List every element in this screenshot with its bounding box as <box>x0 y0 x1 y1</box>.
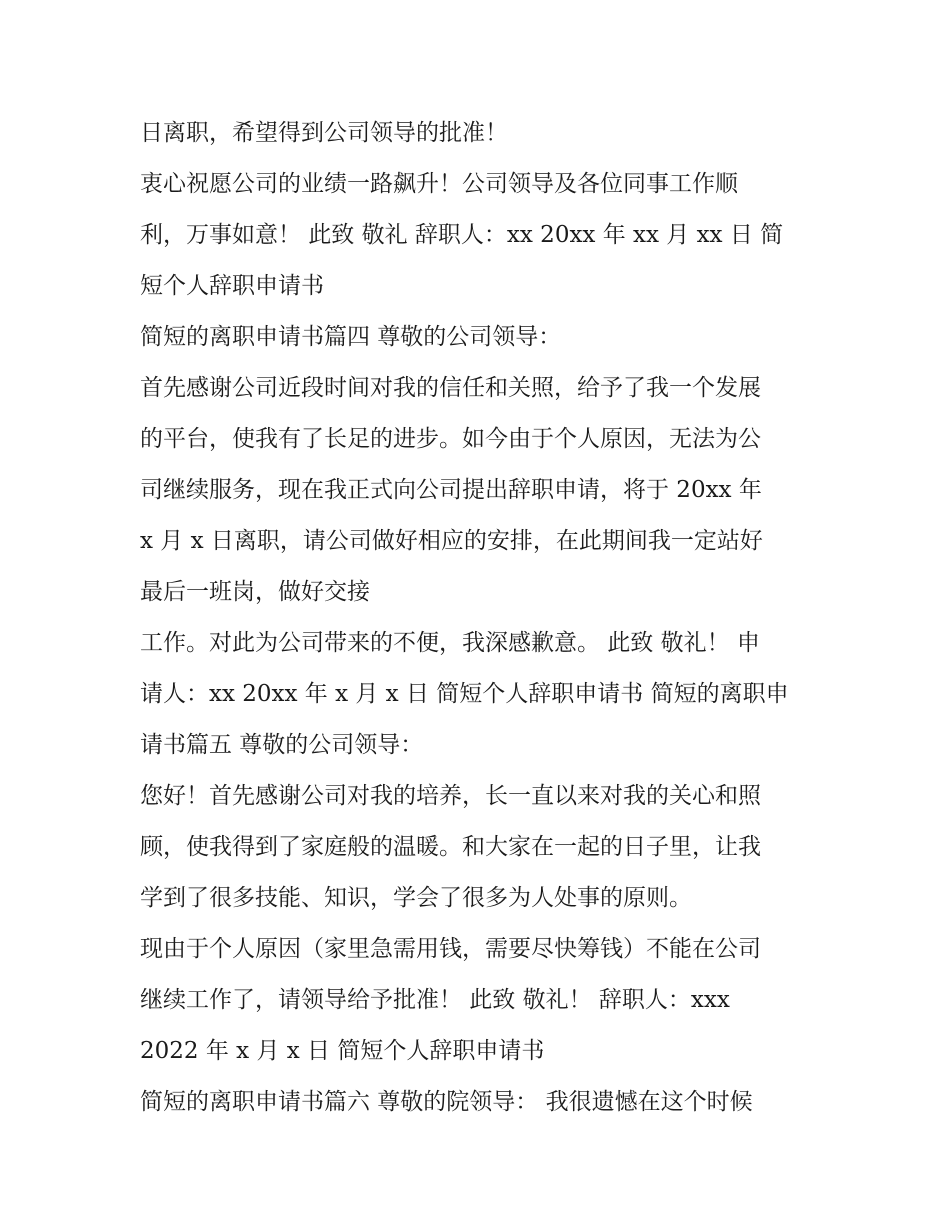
text-line: 现由于个人原因（家里急需用钱，需要尽快筹钱）不能在公司 <box>140 936 761 962</box>
text-line: 请人：xx 20xx 年 x 月 x 日 简短个人辞职申请书 简短的离职申 <box>140 681 789 707</box>
text-line: 最后一班岗，做好交接 <box>140 579 370 605</box>
text-line: 首先感谢公司近段时间对我的信任和关照，给予了我一个发展 <box>140 375 761 401</box>
document-body <box>140 108 820 1128</box>
text-line: 请书篇五 尊敬的公司领导： <box>140 732 424 758</box>
text-line: 短个人辞职申请书 <box>140 273 324 299</box>
text-line: 日离职，希望得到公司领导的批准！ <box>140 120 508 146</box>
text-line: 学到了很多技能、知识，学会了很多为人处事的原则。 <box>140 885 692 911</box>
section-heading-line: 简短的离职申请书篇四 尊敬的公司领导： <box>140 324 562 350</box>
text-line: 顾，使我得到了家庭般的温暖。和大家在一起的日子里，让我 <box>140 834 761 860</box>
section-heading-line: 简短的离职申请书篇六 尊敬的院领导： 我很遗憾在这个时候 <box>140 1089 753 1115</box>
text-line: 司继续服务，现在我正式向公司提出辞职申请，将于 20xx 年 <box>140 477 762 503</box>
text-line: 工作。对此为公司带来的不便，我深感歉意。 此致 敬礼！ 申 <box>140 630 760 656</box>
text-line: 2022 年 x 月 x 日 简短个人辞职申请书 <box>140 1038 545 1064</box>
text-line: 的平台，使我有了长足的进步。如今由于个人原因，无法为公 <box>140 426 761 452</box>
text-line: 继续工作了，请领导给予批准！ 此致 敬礼！ 辞职人：xxx <box>140 987 730 1013</box>
text-line: x 月 x 日离职，请公司做好相应的安排，在此期间我一定站好 <box>140 528 763 554</box>
text-line: 衷心祝愿公司的业绩一路飙升！公司领导及各位同事工作顺 <box>140 171 738 197</box>
text-line: 利，万事如意！ 此致 敬礼 辞职人：xx 20xx 年 xx 月 xx 日 简 <box>140 222 784 248</box>
text-line: 您好！首先感谢公司对我的培养，长一直以来对我的关心和照 <box>140 783 761 809</box>
